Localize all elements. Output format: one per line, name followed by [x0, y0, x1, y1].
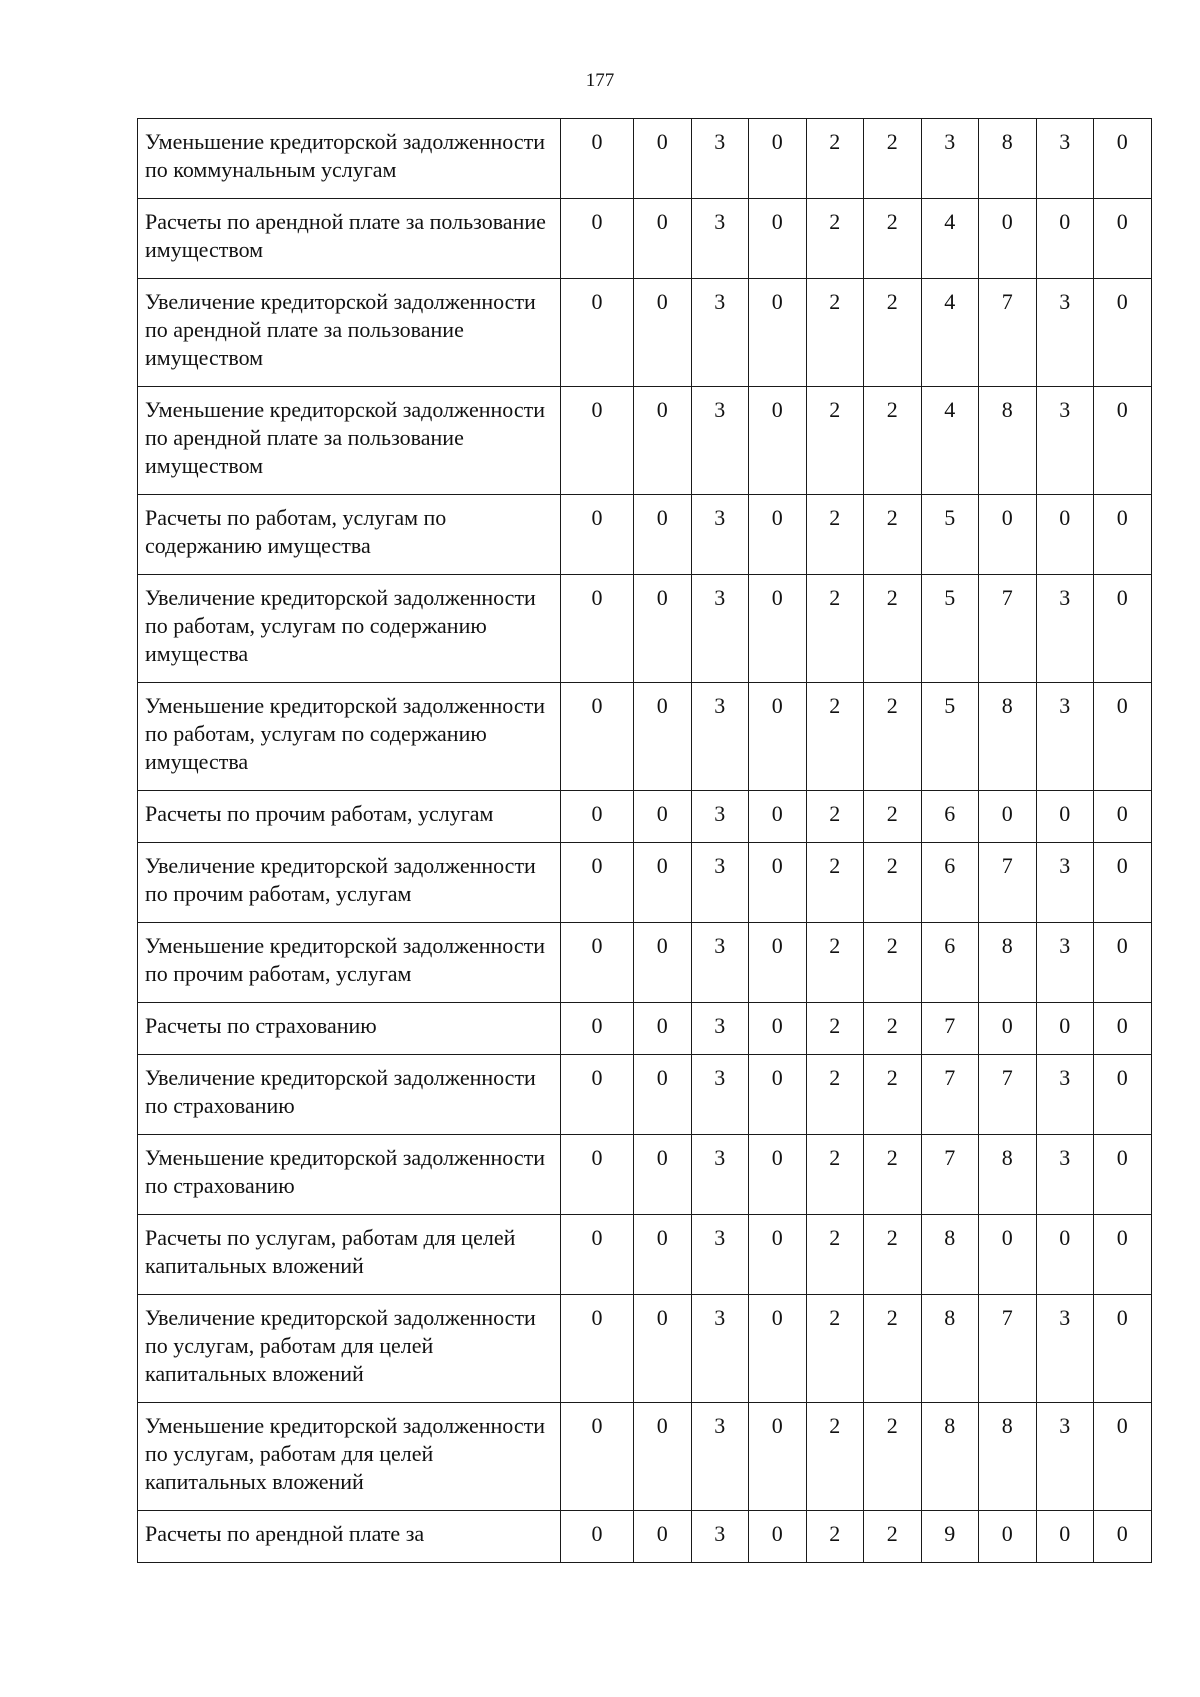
code-digit-cell: 0	[1094, 119, 1152, 199]
code-digit-cell: 4	[921, 387, 979, 495]
code-digit-cell: 0	[634, 495, 692, 575]
code-digit-cell: 3	[691, 1511, 749, 1563]
table-row	[138, 791, 1152, 843]
row-label: Увеличение кредиторской задолженности по услугам, работам для целей капитальных вложений	[138, 1295, 561, 1403]
code-digit-cell: 3	[691, 119, 749, 199]
code-digit-cell: 7	[979, 843, 1037, 923]
code-digit-cell: 0	[634, 1135, 692, 1215]
code-digit-cell: 2	[806, 1135, 864, 1215]
code-digit-cell: 6	[921, 843, 979, 923]
code-digit-cell: 2	[864, 575, 922, 683]
code-digit-cell: 3	[691, 1215, 749, 1295]
row-label: Расчеты по прочим работам, услугам	[138, 791, 561, 843]
code-digit-cell: 5	[921, 575, 979, 683]
table-row	[138, 1403, 1152, 1511]
code-digit-cell: 2	[864, 1511, 922, 1563]
table-row	[138, 923, 1152, 1003]
code-digit-cell: 6	[921, 923, 979, 1003]
code-digit-cell: 2	[864, 1055, 922, 1135]
code-digit-cell: 0	[561, 387, 634, 495]
code-digit-cell: 0	[749, 1135, 807, 1215]
row-label: Увеличение кредиторской задолженности по работам, услугам по содержанию имущества	[138, 575, 561, 683]
code-digit-cell: 0	[634, 575, 692, 683]
code-digit-cell: 9	[921, 1511, 979, 1563]
code-digit-cell: 3	[691, 923, 749, 1003]
row-label: Увеличение кредиторской задолженности по арендной плате за пользование имуществом	[138, 279, 561, 387]
code-digit-cell: 2	[864, 1403, 922, 1511]
code-digit-cell: 8	[921, 1295, 979, 1403]
code-digit-cell: 7	[921, 1055, 979, 1135]
row-label: Расчеты по работам, услугам по содержанию имущества	[138, 495, 561, 575]
code-digit-cell: 0	[979, 199, 1037, 279]
code-digit-cell: 0	[561, 575, 634, 683]
code-digit-cell: 0	[1094, 387, 1152, 495]
code-digit-cell: 2	[806, 1215, 864, 1295]
code-digit-cell: 2	[864, 791, 922, 843]
code-digit-cell: 0	[1094, 279, 1152, 387]
code-digit-cell: 2	[806, 923, 864, 1003]
code-digit-cell: 2	[806, 279, 864, 387]
code-digit-cell: 0	[561, 119, 634, 199]
code-digit-cell: 0	[749, 199, 807, 279]
row-label: Расчеты по страхованию	[138, 1003, 561, 1055]
code-digit-cell: 5	[921, 495, 979, 575]
code-digit-cell: 3	[691, 683, 749, 791]
code-digit-cell: 0	[634, 279, 692, 387]
code-digit-cell: 0	[1036, 791, 1094, 843]
code-digit-cell: 0	[979, 495, 1037, 575]
code-digit-cell: 2	[864, 1215, 922, 1295]
code-digit-cell: 2	[806, 791, 864, 843]
code-digit-cell: 3	[691, 279, 749, 387]
table-row	[138, 1055, 1152, 1135]
code-digit-cell: 2	[806, 1511, 864, 1563]
code-digit-cell: 2	[806, 575, 864, 683]
code-digit-cell: 3	[1036, 1295, 1094, 1403]
code-digit-cell: 0	[749, 1003, 807, 1055]
code-digit-cell: 2	[806, 199, 864, 279]
code-digit-cell: 3	[691, 843, 749, 923]
code-digit-cell: 2	[864, 199, 922, 279]
code-digit-cell: 3	[691, 1295, 749, 1403]
code-digit-cell: 0	[1094, 1135, 1152, 1215]
code-digit-cell: 0	[561, 199, 634, 279]
code-digit-cell: 8	[979, 387, 1037, 495]
code-digit-cell: 0	[634, 1003, 692, 1055]
code-digit-cell: 3	[691, 575, 749, 683]
row-label: Расчеты по услугам, работам для целей капитальных вложений	[138, 1215, 561, 1295]
row-label: Уменьшение кредиторской задолженности по арендной плате за пользование имуществом	[138, 387, 561, 495]
code-digit-cell: 3	[1036, 1403, 1094, 1511]
code-digit-cell: 2	[864, 843, 922, 923]
code-digit-cell: 2	[864, 119, 922, 199]
code-digit-cell: 0	[1094, 1003, 1152, 1055]
code-digit-cell: 2	[864, 683, 922, 791]
code-digit-cell: 7	[921, 1003, 979, 1055]
code-digit-cell: 2	[806, 119, 864, 199]
code-digit-cell: 3	[691, 791, 749, 843]
code-digit-cell: 3	[1036, 575, 1094, 683]
table-row	[138, 575, 1152, 683]
table-row	[138, 843, 1152, 923]
code-digit-cell: 0	[1094, 923, 1152, 1003]
code-digit-cell: 3	[1036, 119, 1094, 199]
code-digit-cell: 0	[749, 575, 807, 683]
table-row	[138, 1511, 1152, 1563]
account-codes-table	[137, 118, 1152, 1563]
page-number: 177	[585, 70, 615, 91]
code-digit-cell: 0	[1094, 575, 1152, 683]
code-digit-cell: 8	[979, 1135, 1037, 1215]
code-digit-cell: 0	[561, 1003, 634, 1055]
code-digit-cell: 0	[749, 119, 807, 199]
row-label: Уменьшение кредиторской задолженности по прочим работам, услугам	[138, 923, 561, 1003]
code-digit-cell: 3	[691, 1135, 749, 1215]
code-digit-cell: 7	[979, 1055, 1037, 1135]
code-digit-cell: 0	[1094, 791, 1152, 843]
code-digit-cell: 0	[561, 843, 634, 923]
row-label: Уменьшение кредиторской задолженности по коммунальным услугам	[138, 119, 561, 199]
code-digit-cell: 0	[634, 843, 692, 923]
code-digit-cell: 0	[1036, 495, 1094, 575]
code-digit-cell: 5	[921, 683, 979, 791]
code-digit-cell: 2	[806, 1003, 864, 1055]
code-digit-cell: 0	[749, 791, 807, 843]
code-digit-cell: 0	[1094, 495, 1152, 575]
code-digit-cell: 0	[1094, 1403, 1152, 1511]
code-digit-cell: 3	[921, 119, 979, 199]
code-digit-cell: 3	[691, 1003, 749, 1055]
code-digit-cell: 0	[1094, 1295, 1152, 1403]
code-digit-cell: 7	[979, 279, 1037, 387]
code-digit-cell: 0	[1036, 1215, 1094, 1295]
code-digit-cell: 2	[806, 843, 864, 923]
code-digit-cell: 3	[691, 1403, 749, 1511]
code-digit-cell: 0	[634, 387, 692, 495]
row-label: Уменьшение кредиторской задолженности по работам, услугам по содержанию имущества	[138, 683, 561, 791]
code-digit-cell: 0	[1036, 199, 1094, 279]
code-digit-cell: 2	[864, 1295, 922, 1403]
code-digit-cell: 8	[979, 1403, 1037, 1511]
code-digit-cell: 2	[806, 495, 864, 575]
code-digit-cell: 0	[561, 1135, 634, 1215]
code-digit-cell: 0	[1094, 683, 1152, 791]
code-digit-cell: 0	[561, 1295, 634, 1403]
code-digit-cell: 8	[921, 1403, 979, 1511]
row-label: Увеличение кредиторской задолженности по прочим работам, услугам	[138, 843, 561, 923]
code-digit-cell: 0	[634, 1511, 692, 1563]
code-digit-cell: 0	[979, 791, 1037, 843]
code-digit-cell: 2	[864, 1003, 922, 1055]
code-digit-cell: 2	[806, 683, 864, 791]
code-digit-cell: 0	[749, 1403, 807, 1511]
row-label: Уменьшение кредиторской задолженности по страхованию	[138, 1135, 561, 1215]
code-digit-cell: 0	[749, 1295, 807, 1403]
code-digit-cell: 3	[1036, 923, 1094, 1003]
code-digit-cell: 0	[1036, 1511, 1094, 1563]
code-digit-cell: 3	[1036, 843, 1094, 923]
code-digit-cell: 2	[864, 1135, 922, 1215]
code-digit-cell: 3	[691, 387, 749, 495]
code-digit-cell: 0	[1094, 1215, 1152, 1295]
code-digit-cell: 0	[749, 495, 807, 575]
code-digit-cell: 8	[921, 1215, 979, 1295]
table-row	[138, 119, 1152, 199]
code-digit-cell: 0	[561, 1403, 634, 1511]
code-digit-cell: 0	[1094, 199, 1152, 279]
code-digit-cell: 0	[561, 1215, 634, 1295]
code-digit-cell: 0	[634, 1215, 692, 1295]
code-digit-cell: 0	[561, 279, 634, 387]
code-digit-cell: 3	[1036, 1055, 1094, 1135]
code-digit-cell: 0	[634, 791, 692, 843]
row-label: Расчеты по арендной плате за	[138, 1511, 561, 1563]
code-digit-cell: 0	[979, 1003, 1037, 1055]
table-row	[138, 683, 1152, 791]
code-digit-cell: 3	[1036, 683, 1094, 791]
code-digit-cell: 0	[634, 1055, 692, 1135]
code-digit-cell: 0	[634, 683, 692, 791]
code-digit-cell: 0	[561, 1055, 634, 1135]
table-row	[138, 1215, 1152, 1295]
code-digit-cell: 3	[1036, 1135, 1094, 1215]
code-digit-cell: 0	[561, 1511, 634, 1563]
code-digit-cell: 0	[749, 923, 807, 1003]
code-digit-cell: 0	[634, 1295, 692, 1403]
code-digit-cell: 0	[1094, 1055, 1152, 1135]
code-digit-cell: 0	[749, 279, 807, 387]
table-row	[138, 1295, 1152, 1403]
code-digit-cell: 6	[921, 791, 979, 843]
table-row	[138, 495, 1152, 575]
code-digit-cell: 2	[806, 1403, 864, 1511]
code-digit-cell: 0	[1094, 843, 1152, 923]
code-digit-cell: 2	[864, 923, 922, 1003]
row-label: Расчеты по арендной плате за пользование имуществом	[138, 199, 561, 279]
code-digit-cell: 0	[1036, 1003, 1094, 1055]
code-digit-cell: 0	[979, 1511, 1037, 1563]
code-digit-cell: 0	[561, 495, 634, 575]
code-digit-cell: 3	[1036, 387, 1094, 495]
code-digit-cell: 0	[561, 683, 634, 791]
code-digit-cell: 8	[979, 119, 1037, 199]
code-digit-cell: 0	[749, 1055, 807, 1135]
code-digit-cell: 2	[806, 387, 864, 495]
code-digit-cell: 3	[691, 199, 749, 279]
row-label: Уменьшение кредиторской задолженности по услугам, работам для целей капитальных вложений	[138, 1403, 561, 1511]
row-label: Увеличение кредиторской задолженности по страхованию	[138, 1055, 561, 1135]
table-body	[138, 119, 1152, 1563]
table-row	[138, 1003, 1152, 1055]
code-digit-cell: 4	[921, 279, 979, 387]
code-digit-cell: 0	[749, 843, 807, 923]
code-digit-cell: 2	[806, 1055, 864, 1135]
code-digit-cell: 3	[691, 1055, 749, 1135]
code-digit-cell: 7	[979, 575, 1037, 683]
code-digit-cell: 2	[806, 1295, 864, 1403]
code-digit-cell: 0	[1094, 1511, 1152, 1563]
code-digit-cell: 7	[921, 1135, 979, 1215]
code-digit-cell: 0	[979, 1215, 1037, 1295]
code-digit-cell: 0	[634, 199, 692, 279]
table-row	[138, 279, 1152, 387]
code-digit-cell: 2	[864, 387, 922, 495]
code-digit-cell: 0	[634, 119, 692, 199]
code-digit-cell: 0	[749, 1511, 807, 1563]
code-digit-cell: 0	[749, 387, 807, 495]
table-row	[138, 387, 1152, 495]
code-digit-cell: 8	[979, 923, 1037, 1003]
code-digit-cell: 0	[749, 683, 807, 791]
code-digit-cell: 3	[691, 495, 749, 575]
code-digit-cell: 2	[864, 279, 922, 387]
table-row	[138, 199, 1152, 279]
code-digit-cell: 3	[1036, 279, 1094, 387]
code-digit-cell: 8	[979, 683, 1037, 791]
code-digit-cell: 0	[561, 923, 634, 1003]
code-digit-cell: 7	[979, 1295, 1037, 1403]
table-row	[138, 1135, 1152, 1215]
code-digit-cell: 0	[634, 1403, 692, 1511]
code-digit-cell: 0	[634, 923, 692, 1003]
code-digit-cell: 0	[749, 1215, 807, 1295]
code-digit-cell: 4	[921, 199, 979, 279]
code-digit-cell: 2	[864, 495, 922, 575]
code-digit-cell: 0	[561, 791, 634, 843]
